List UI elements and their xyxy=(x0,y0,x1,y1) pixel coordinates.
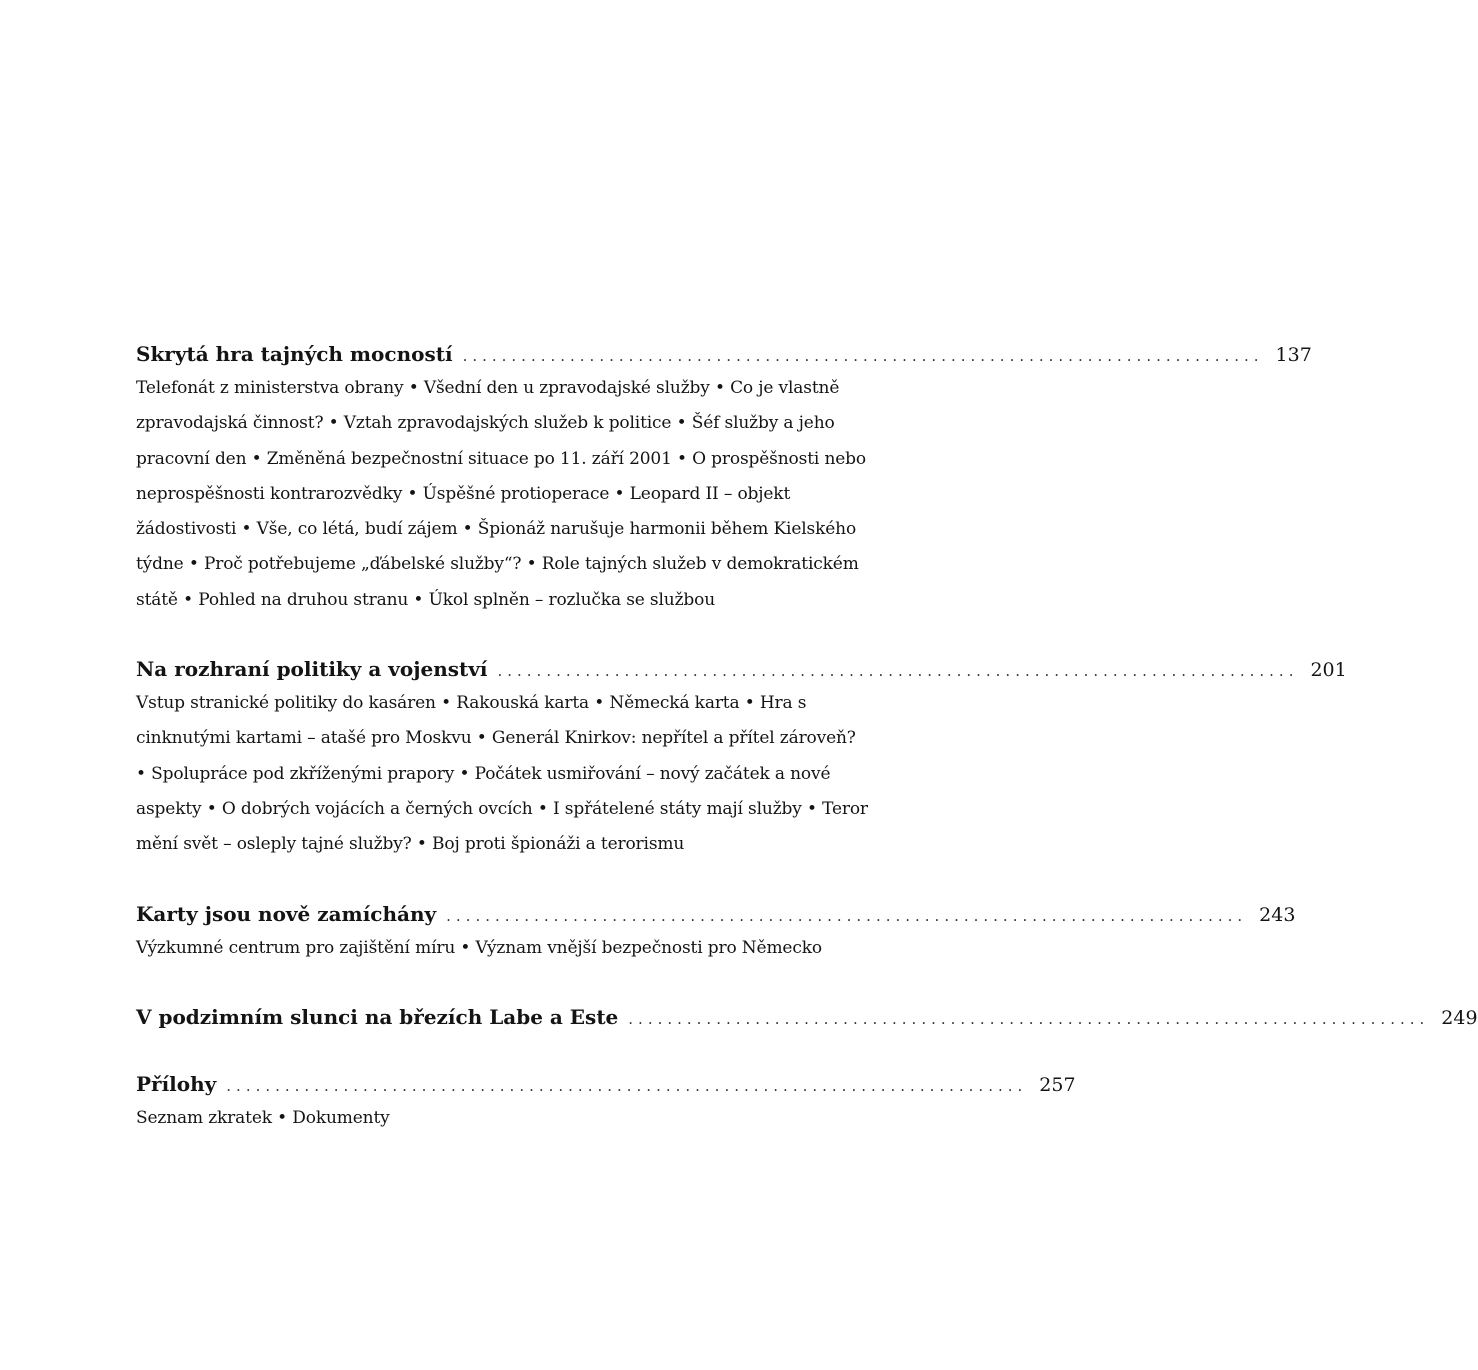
page-number: 257 xyxy=(1039,1073,1076,1096)
table-of-contents xyxy=(136,338,1478,1136)
chapter-subtopics: Telefonát z ministerstva obrany • Všední den u zpravodajské služby • Co je vlastně zpravodajská činnost? • Vztah zpravodajských služeb k politice • Šéf služby a jeho pracovní den • Změněná bezpečnostní situace po 11. září 2001 • O prospěšnosti nebo neprospěšnosti kontrarozvědky • Úspěšné protioperace • Leopard II – objekt žádostivosti • Vše, co létá, budí zájem • Špionáž narušuje harmonii během Kielského týdne • Proč potřebujeme „ďábelské služby“? • Role tajných služeb v demokratickém státě • Pohled na druhou stranu • Úkol splněn – rozlučka se službou xyxy=(136,378,866,610)
chapter-subtopics: Vstup stranické politiky do kasáren • Rakouská karta • Německá karta • Hra s cinknutými kartami – atašé pro Moskvu • Generál Knirkov: nepřítel a přítel zároveň? • Spolupráce pod zkříženými prapory • Počátek usmiřování – nový začátek a nové aspekty • O dobrých vojácích a černých ovcích • I spřátelené státy mají služby • Teror mění svět – osleply tajné služby? • Boj proti špionáži a terorismu xyxy=(136,693,868,855)
toc-heading xyxy=(136,898,1296,930)
dot-leader: .................................................................................. xyxy=(462,347,1264,365)
chapter-title: Karty jsou nově zamíchány xyxy=(136,901,437,926)
chapter-title: Přílohy xyxy=(136,1071,217,1096)
toc-entry-prilohy xyxy=(136,1068,1076,1136)
toc-entry-na-rozhrani xyxy=(136,653,1347,862)
page-number: 243 xyxy=(1259,903,1296,926)
chapter-title: V podzimním slunci na březích Labe a Este xyxy=(136,1004,619,1029)
toc-heading xyxy=(136,1001,1478,1033)
dot-leader: .................................................................................. xyxy=(446,906,1248,925)
page-number: 201 xyxy=(1310,659,1347,682)
toc-entry-karty xyxy=(136,898,1296,966)
chapter-title: Na rozhraní politiky a vojenství xyxy=(136,657,488,682)
dot-leader: .................................................................................. xyxy=(226,1076,1028,1095)
page-number: 249 xyxy=(1441,1006,1478,1029)
page-number: 137 xyxy=(1275,344,1312,366)
chapter-subtopics: Seznam zkratek • Dokumenty xyxy=(136,1107,390,1128)
toc-entry-v-podzimnim xyxy=(136,1001,1478,1033)
toc-entry-skryta-hra xyxy=(136,338,1312,618)
toc-heading xyxy=(136,1068,1076,1100)
dot-leader: .................................................................................. xyxy=(497,662,1299,681)
dot-leader: .................................................................................. xyxy=(628,1009,1430,1028)
chapter-title: Skrytá hra tajných mocností xyxy=(136,342,453,366)
chapter-subtopics: Výzkumné centrum pro zajištění míru • Význam vnější bezpečnosti pro Německo xyxy=(136,937,822,958)
toc-heading xyxy=(136,338,1312,370)
toc-heading xyxy=(136,653,1347,685)
